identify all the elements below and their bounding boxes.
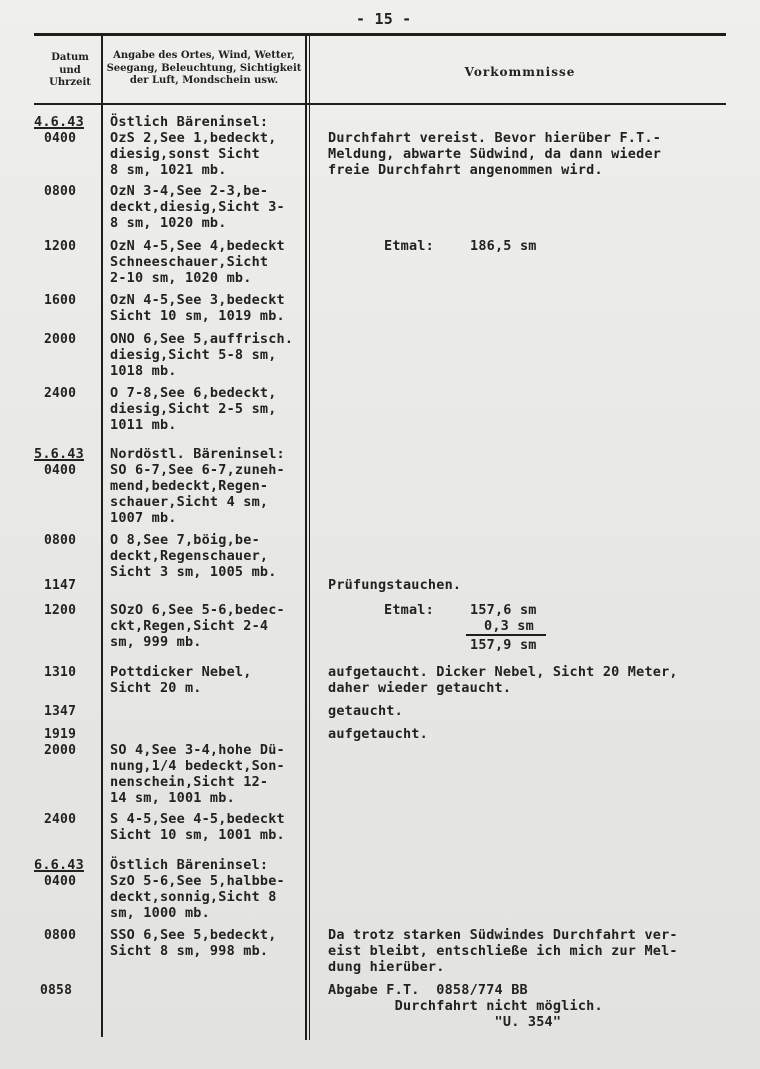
entry-time: 0800 — [44, 184, 77, 199]
location-line: SO 6-7,See 6-7,zuneh- — [110, 462, 285, 478]
location-line: SSO 6,See 5,bedeckt, — [110, 927, 277, 943]
location-line: SO 4,See 3-4,hohe Dü- — [110, 742, 285, 758]
note-line: Abgabe F.T. 0858/774 BB — [328, 982, 528, 998]
entry-time: 2000 — [44, 332, 77, 347]
location-line: ckt,Regen,Sicht 2-4 — [110, 618, 269, 634]
location-line: Sicht 10 sm, 1001 mb. — [110, 827, 285, 843]
location-line: deckt,Regenschauer, — [110, 548, 269, 564]
entry-time: 2400 — [44, 812, 77, 827]
entry-date: 6.6.43 — [34, 857, 84, 873]
note-line: Durchfahrt nicht möglich. — [328, 998, 603, 1014]
location-line: OzN 3-4,See 2-3,be- — [110, 183, 269, 199]
location-line: 1011 mb. — [110, 417, 177, 433]
location-line: O 7-8,See 6,bedeckt, — [110, 385, 277, 401]
location-line: Sicht 20 m. — [110, 680, 202, 696]
note-line: getaucht. — [328, 703, 403, 719]
location-line: Sicht 3 sm, 1005 mb. — [110, 564, 277, 580]
location-line: OzS 2,See 1,bedeckt, — [110, 130, 277, 146]
note-line: aufgetaucht. — [328, 726, 428, 742]
location-line: deckt,sonnig,Sicht 8 — [110, 889, 277, 905]
location-line: sm, 999 mb. — [110, 634, 202, 650]
location-line: Östlich Bäreninsel: — [110, 114, 269, 130]
location-line: Sicht 10 sm, 1019 mb. — [110, 308, 285, 324]
etmal-label: Etmal: — [384, 602, 434, 618]
etmal-value: 0,3 sm — [484, 618, 534, 634]
location-line: 2-10 sm, 1020 mb. — [110, 270, 252, 286]
location-line: 8 sm, 1020 mb. — [110, 215, 227, 231]
page-number: - 15 - — [356, 10, 412, 28]
location-line: OzN 4-5,See 4,bedeckt — [110, 238, 285, 254]
entry-time: 1347 — [44, 704, 77, 719]
table-top-rule — [34, 33, 726, 36]
etmal-label: Etmal: — [384, 238, 434, 254]
etmal-value: 157,6 sm — [470, 602, 537, 618]
entry-time: 0400 — [44, 131, 77, 146]
etmal-value: 186,5 sm — [470, 238, 537, 254]
entry-time: 1919 — [44, 727, 77, 742]
column-divider-2 — [305, 35, 307, 1040]
location-line: sm, 1000 mb. — [110, 905, 210, 921]
column-divider-3 — [309, 35, 310, 1040]
note-line: Da trotz starken Südwindes Durchfahrt ver- — [328, 927, 678, 943]
entry-time: 1147 — [44, 578, 77, 593]
location-line: deckt,diesig,Sicht 3- — [110, 199, 285, 215]
location-line: Nordöstl. Bäreninsel: — [110, 446, 285, 462]
note-line: Prüfungstauchen. — [328, 577, 462, 593]
location-line: nung,1/4 bedeckt,Son- — [110, 758, 285, 774]
location-line: Sicht 8 sm, 998 mb. — [110, 943, 269, 959]
location-line: diesig,Sicht 2-5 sm, — [110, 401, 277, 417]
location-line: 1018 mb. — [110, 363, 177, 379]
table-header-rule — [34, 103, 726, 105]
note-line: daher wieder getaucht. — [328, 680, 512, 696]
location-line: mend,bedeckt,Regen- — [110, 478, 269, 494]
location-line: schauer,Sicht 4 sm, — [110, 494, 269, 510]
location-line: 14 sm, 1001 mb. — [110, 790, 235, 806]
header-angabe: Angabe des Ortes, Wind, Wetter, Seegang, Beleuchtung, Sichtigkeit der Luft, Mondschein usw. — [106, 50, 302, 86]
note-line: dung hierüber. — [328, 959, 445, 975]
location-line: O 8,See 7,böig,be- — [110, 532, 260, 548]
entry-time: 2400 — [44, 386, 77, 401]
entry-time: 1200 — [44, 239, 77, 254]
entry-time: 0400 — [44, 463, 77, 478]
note-line: eist bleibt, entschließe ich mich zur Mel- — [328, 943, 678, 959]
location-line: ONO 6,See 5,auffrisch. — [110, 331, 294, 347]
location-line: SOzO 6,See 5-6,bedec- — [110, 602, 285, 618]
note-line: aufgetaucht. Dicker Nebel, Sicht 20 Meter, — [328, 664, 678, 680]
entry-time: 1310 — [44, 665, 77, 680]
entry-time: 0800 — [44, 533, 77, 548]
entry-time: 0800 — [44, 928, 77, 943]
location-line: 8 sm, 1021 mb. — [110, 162, 227, 178]
location-line: Schneeschauer,Sicht — [110, 254, 269, 270]
entry-date: 4.6.43 — [34, 114, 84, 130]
column-divider-1 — [101, 35, 103, 1037]
entry-time: 1200 — [44, 603, 77, 618]
location-line: Östlich Bäreninsel: — [110, 857, 269, 873]
entry-time: 1600 — [44, 293, 77, 308]
note-line: Meldung, abwarte Südwind, da dann wieder — [328, 146, 662, 162]
note-line: Durchfahrt vereist. Bevor hierüber F.T.- — [328, 130, 662, 146]
location-line: nenschein,Sicht 12- — [110, 774, 269, 790]
entry-time: 0858 — [40, 983, 73, 998]
entry-time: 2000 — [44, 743, 77, 758]
header-vorkommnisse: Vorkommnisse — [464, 65, 576, 79]
entry-time: 0400 — [44, 874, 77, 889]
location-line: Pottdicker Nebel, — [110, 664, 252, 680]
location-line: diesig,Sicht 5-8 sm, — [110, 347, 277, 363]
location-line: OzN 4-5,See 3,bedeckt — [110, 292, 285, 308]
note-line: freie Durchfahrt angenommen wird. — [328, 162, 603, 178]
etmal-total: 157,9 sm — [470, 637, 537, 653]
entry-date: 5.6.43 — [34, 446, 84, 462]
location-line: SzO 5-6,See 5,halbbe- — [110, 873, 285, 889]
header-datum: Datum und Uhrzeit — [49, 52, 91, 88]
location-line: S 4-5,See 4-5,bedeckt — [110, 811, 285, 827]
location-line: diesig,sonst Sicht — [110, 146, 260, 162]
location-line: 1007 mb. — [110, 510, 177, 526]
sum-rule — [466, 634, 546, 636]
note-line: "U. 354" — [328, 1014, 562, 1030]
